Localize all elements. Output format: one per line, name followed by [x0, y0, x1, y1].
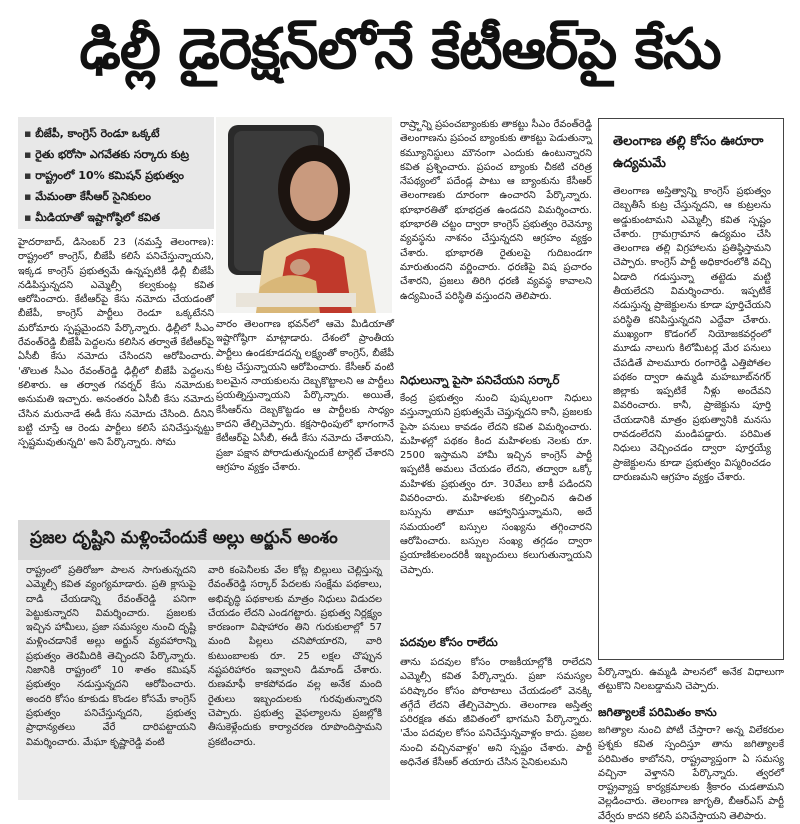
article-text: పేర్కొన్నారు. ఉమ్మడి పాలనలో అనేక విధాలుగా తట్టుకొని నిలబడ్డామని చెప్పారు.	[598, 667, 784, 693]
box-column-1	[26, 564, 196, 796]
box-headline: ప్రజల దృష్టిని మళ్లించేందుకే అల్లు అర్జున్ అంశం	[18, 520, 390, 560]
sidebar-box	[598, 118, 784, 660]
article-text: వారి కంపెనీలకు వేల కోట్ల బిల్లులు చెల్లిస్తున్న రేవంత్‌రెడ్డి సర్కార్ పేదలకు సంక్షేమ పథకాలు, అభివృద్ధి పథకాలకు మాత్రం నిధులు విడుదల చేయడం లేదని ఎండగట్టారు. ప్రభుత్వ నిర్లక్ష్యం కారణంగా విషాహారం తిని గురుకులాల్లో 57 మంది పిల్లలు చనిపోయారని, వారి కుటుంబాలకు రూ. 25 లక్షల చొప్పున నష్టపరిహారం ఇవ్వాలని డిమాండ్ చేశారు. రుణమాఫీ కాకపోవడం వల్ల అనేక మంది రైతులు ఇబ్బందులకు గురవుతున్నారని చెప్పారు. ప్రభుత్వ వైఫల్యాలను ప్రజల్లోకి తీసుకెళ్లేందుకు కార్యాచరణ రూపొందిస్తామని ప్రకటించారు.	[208, 565, 382, 748]
article-column-2	[216, 318, 394, 514]
article-text: రాష్ట్రంలో ప్రతిరోజూ పాలన సాగుతున్నదని ఎమ్మెల్సీ కవిత వ్యంగ్యమాడారు. ప్రతి క్లాసుపై దాడి చేయడాన్ని రేవంత్‌రెడ్డి పనిగా పెట్టుకున్నారని విమర్శించారు. ప్రజలకు ఇచ్చిన హామీలు, ప్రజా సమస్యల నుంచి దృష్టి మళ్లించడానికే అల్లు అర్జున్ వ్యవహారాన్ని ప్రభుత్వం తెరమీదికి తెచ్చిందని పేర్కొన్నారు. నిజానికి రాష్ట్రంలో 10 శాతం కమిషన్ ప్రభుత్వం నడుస్తున్నదని ఆరోపించారు. అందరి కోసం కూకుడు కొండల కోసమే కాంగ్రెస్ ప్రభుత్వం పనిచేస్తున్నదని, ప్రభుత్వ ప్రాధాన్యతలు వేరే దారిపట్టాయని విమర్శించారు. మేఘా కృష్ణారెడ్డి వంటి	[26, 565, 196, 748]
article-column-1	[18, 236, 214, 514]
subheading: జగిత్యాలకే పరిమితం కాను	[598, 705, 717, 719]
key-points-list	[18, 117, 214, 228]
subheading: నిధులున్నా పైసా పనిచేయని సర్కార్	[400, 373, 560, 387]
headline: ఢిల్లీ డైరెక్షన్‌లోనే కేటీఆర్‌పై కేసు	[79, 16, 721, 82]
news-photo	[216, 117, 392, 313]
article-text: వారం తెలంగాణ భవన్‌లో ఆమె మీడియాతో ఇష్టాగోష్ఠిగా మాట్లాడారు. దేశంలో ప్రాంతీయ పార్టీలు ఉండకూడదన్న లక్ష్యంతో కాంగ్రెస్, బీజేపీ కుట్ర చేస్తున్నాయని ఆరోపించారు. కేసీఆర్ వంటి బలమైన నాయకులను దెబ్బకొట్టాలని ఆ పార్టీలు ప్రయత్నిస్తున్నాయని పేర్కొన్నారు. అయితే, కేసీఆర్‌ను దెబ్బకొట్టడం ఆ పార్టీలకు సాధ్యం కాదని తేల్చిచెప్పారు. కక్షసాధింపులో భాగంగానే కేటీఆర్‌పై ఏసీబీ, ఈడీ కేసు నమోదు చేశాయని, ప్రజా పక్షాన పోరాడుతున్నందుకే టార్గెట్ చేశారని ఆగ్రహం వ్యక్తం చేశారు.	[216, 319, 394, 473]
article-column-3a	[400, 118, 592, 368]
key-point-item: ▪ బీజేపీ, కాంగ్రెస్ రెండూ ఒక్కటే	[24, 123, 208, 144]
article-text: తెలంగాణ అస్తిత్వాన్ని కాంగ్రెస్ ప్రభుత్వం దెబ్బతీసే కుట్ర చేస్తున్నదని, ఆ కుట్రలను అడ్డుకుంటామని ఎమ్మెల్సీ కవిత స్పష్టం చేశారు. గ్రామగ్రామాన ఉద్యమం చేసి తెలంగాణ తల్లి విగ్రహాలను ప్రతిష్ఠిస్తామని చెప్పారు. కాంగ్రెస్ పార్టీ అధికారంలోకి వచ్చి ఏడాది గడుస్తున్నా తట్టెడు మట్టి తీయలేదని విమర్శించారు. ఇప్పటికే నడుస్తున్న ప్రాజెక్టులను కూడా పూర్తిచేయని పరిస్థితి కనిపిస్తున్నదని ఎద్దేవా చేశారు. ముఖ్యంగా కొడంగల్ నియోజకవర్గంలో మూడు నాలుగు కిలోమీటర్ల మేర పనులు చేపడితే పాలమూరు రంగారెడ్డి ఎత్తిపోతల పథకం ద్వారా ఉమ్మడి మహబూబ్‌నగర్ జిల్లాకు ఇప్పటికే నీళ్లు అందేవని వివరించారు. కానీ, ప్రాజెక్టును పూర్తి చేయడానికి మాత్రం ప్రభుత్వానికి మనసు రావడంలేదని మండిపడ్డారు. పరిమిత నిధులు వెచ్చించడం ద్వారా పూర్తయ్యే ప్రాజెక్టులను కూడా ప్రభుత్వం విస్మరించడం దారుణమని ఆగ్రహం వ్యక్తం చేశారు.	[613, 186, 771, 483]
article-text: కేంద్ర ప్రభుత్వం నుంచి పుష్కలంగా నిధులు వస్తున్నాయని ప్రభుత్వమే చెప్తున్నదని కానీ, ప్రజలకు పైసా పనులు కావడం లేదని కవిత విమర్శించారు. మహిళల్లో పథకం కింద మహిళలకు నెలకు రూ. 2500 ఇస్తామని హామీ ఇచ్చిన కాంగ్రెస్ పార్టీ ఇప్పటికీ అమలు చేయడం లేదని, తద్వారా ఒక్కో మహిళకు ప్రభుత్వం రూ. 30వేలు బాకీ పడిందని వివరించారు. మహిళలకు కల్పించిన ఉచిత బస్సును తామూ ఆహ్వానిస్తున్నామని, అదే సమయంలో బస్సుల సంఖ్యను తగ్గించారని ఆరోపించారు. బస్సుల సంఖ్య తగ్గడం ద్వారా ప్రయాణికులందరికీ ఇబ్బందులు కలుగుతున్నాయని చెప్పారు.	[400, 393, 592, 576]
article-text: రాష్ర్టాన్ని ప్రపంచబ్యాంకుకు తాకట్టు సీఎం రేవంత్‌రెడ్డి తెలంగాణను ప్రపంచ బ్యాంకుకు తాకట్టు పెడుతున్నా కమ్యూనిస్టులు మౌనంగా ఎందుకు ఉంటున్నారని కవిత ప్రశ్నించారు. ప్రపంచ బ్యాంకు చీకటి చరిత్ర నేపథ్యంలో పదేండ్ల పాటు ఆ బ్యాంకును కేసీఆర్ తెలంగాణకు దూరంగా ఉంచారని పేర్కొన్నారు. భూభారతితో భూభద్రత ఉండదని విమర్శించారు. భూభారతి చట్టం ద్వారా కాంగ్రెస్ ప్రభుత్వం రెవెన్యూ వ్యవస్థను నాశనం చేస్తున్నదని ఆగ్రహం వ్యక్తం చేశారు. భూభారతి రైతులపై గుదిబండగా మారుతుందని వర్ణించారు. ధరణిపై విష ప్రచారం చేశారని, ప్రజలు తిరిగి ధరణి వ్యవస్థ కావాలని ఉద్యమించే పరిస్థితి వస్తుందని తెలిపారు.	[400, 119, 592, 302]
key-point-item: ▪ రాష్ట్రంలో 10% కమిషన్ ప్రభుత్వం	[24, 165, 208, 186]
key-point-item: ▪ మీడియాతో ఇష్టాగోష్ఠిలో కవిత	[24, 207, 208, 228]
sidebar-box-text	[613, 185, 771, 651]
article-text: జగిత్యాల నుంచి పోటీ చేస్తారా? అన్న విలేకరుల ప్రశ్నకు కవిత స్పందిస్తూ తాను జగిత్యాలకే పరిమితం కాబోనని, రాష్ట్రవ్యాప్తంగా ఏ సమస్య వచ్చినా వెళ్తానని పేర్కొన్నారు. త్వరలో రాష్ట్రవ్యాప్త కార్యక్రమాలకు శ్రీకారం చుడతామని వెల్లడించారు. తెలంగాణ జాగృతి, బీఆర్‌ఎస్ పార్టీ వేర్వేరు కాదని కలిసే పనిచేస్తాయని తెలిపారు.	[598, 725, 784, 822]
subheading: పదవుల కోసం రాలేదు	[400, 635, 498, 649]
article-text: తాను పదవుల కోసం రాజకీయాల్లోకి రాలేదని ఎమ్మెల్సీ కవిత పేర్కొన్నారు. ప్రజా సమస్యల పరిష్కారం కోసం పోరాటాలు చేయడంలో వెనక్కి తగ్గేదే లేదని తేల్చిచెప్పారు. తెలంగాణ అస్తిత్వ పరిరక్షణ తమ జీవితంలో భాగమని పేర్కొన్నారు. 'మేం పదవుల కోసం పనిచేస్తున్నవాళ్లం కాదు. ప్రజల నుంచి వచ్చినవాళ్లం' అని స్పష్టం చేశారు. పార్టీ అధినేత కేసీఆర్ తయారు చేసిన సైనికులమని	[400, 657, 592, 769]
article-column-3c	[400, 656, 592, 806]
article-column-3b	[400, 392, 592, 602]
speaker-portrait-image	[216, 117, 392, 313]
sidebar-box-title: తెలంగాణ తల్లి కోసం ఊరూరా ఉద్యమమే	[613, 134, 764, 171]
key-points-box	[18, 117, 214, 229]
article-column-4c	[598, 724, 784, 822]
article-text: హైదరాబాద్, డిసెంబర్ 23 (నమస్తే తెలంగాణ): రాష్ట్రంలో కాంగ్రెస్, బీజేపీ కలిసే పనిచేస్తున్నాయని, ఇక్కడ కాంగ్రెస్ ప్రభుత్వమే ఉన్నప్పటికీ ఢిల్లీ బీజేపీ నడిపిస్తున్నదని ఎమ్మెల్సీ కల్వకుంట్ల కవిత ఆరోపించారు. కేటీఆర్‌పై కేసు నమోదు చేయడంతో బీజేపీ, కాంగ్రెస్ పార్టీలు రెండూ ఒక్కటేనని మరోమారు స్పష్టమైందని పేర్కొన్నారు. ఢిల్లీలో సీఎం రేవంత్‌రెడ్డి బీజేపీ పెద్దలను కలిసిన తర్వాతే కేటీఆర్‌పై ఏసీబీ కేసు నమోదు చేసిందని ఆరోపించారు. 'తొలుత సీఎం రేవంత్‌రెడ్డి ఢిల్లీలో బీజేపీ పెద్దలను కలిశారు. ఆ తర్వాత గవర్నర్ కేసు నమోదుకు అనుమతి ఇచ్చారు. అనంతరం ఏసీబీ కేసు నమోదు చేసిన మరునాడే ఈడీ కేసు నమోదు చేసింది. దీనిని బట్టి చూస్తే ఆ రెండు పార్టీలు కలిసే పనిచేస్తున్నట్టు స్పష్టమవుతున్నది' అని పేర్కొన్నారు. సోమ	[18, 237, 214, 449]
key-point-item: ▪ రైతు భరోసా ఎగవేతకు సర్కారు కుట్ర	[24, 144, 208, 165]
key-point-item: ▪ మేమంతా కేసీఆర్ సైనికులం	[24, 186, 208, 207]
box-column-2	[208, 564, 382, 796]
box-body	[18, 560, 390, 800]
article-column-4b	[598, 666, 784, 700]
